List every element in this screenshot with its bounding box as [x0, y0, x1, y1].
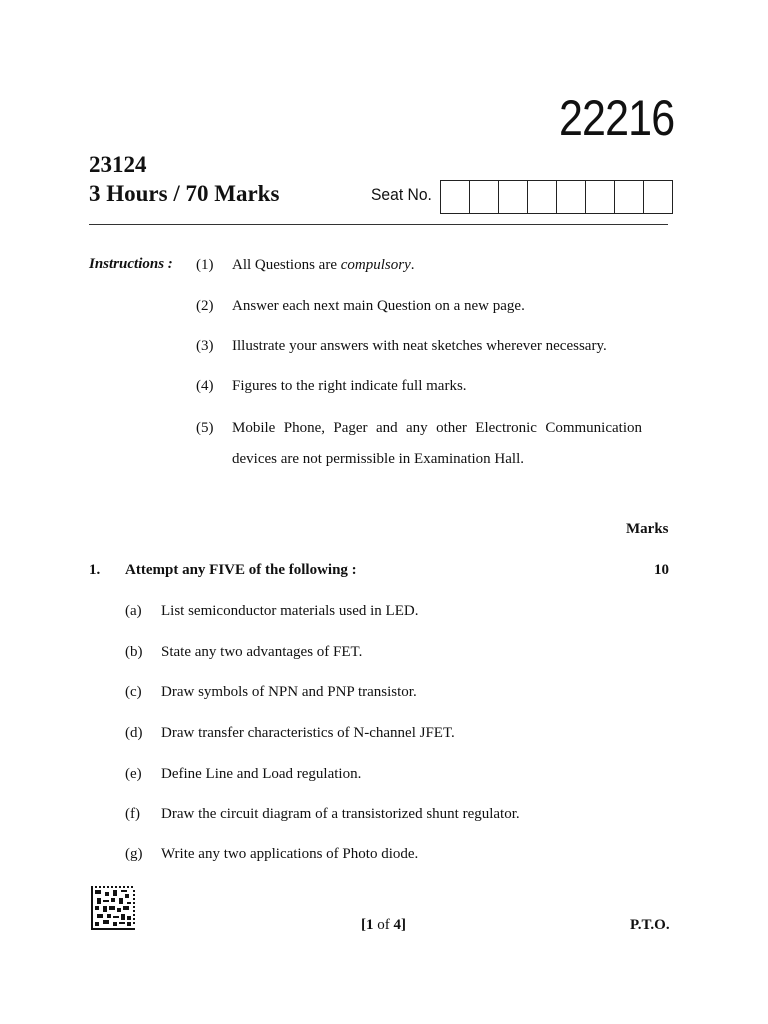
seat-box[interactable] [644, 181, 673, 213]
datamatrix-barcode-icon [91, 886, 135, 930]
page-bracket: [ [361, 917, 366, 933]
instruction-emphasis: compulsory [340, 257, 411, 273]
sub-question-label: (f) [125, 806, 140, 822]
please-turn-over: P.T.O. [630, 917, 670, 933]
sub-question-text: State any two advantages of FET. [161, 644, 363, 660]
seat-box[interactable] [470, 181, 499, 213]
subject-code: 23124 [89, 152, 147, 177]
instruction-number: (3) [196, 338, 214, 354]
seat-box[interactable] [615, 181, 644, 213]
instruction-text-continued: devices are not permissible in Examination Hall. [232, 451, 525, 467]
instruction-text-part: . [410, 257, 415, 273]
instruction-number: (1) [196, 257, 214, 273]
seat-number-boxes[interactable] [440, 180, 673, 214]
instruction-text [232, 257, 414, 274]
instructions-label: Instructions : [89, 256, 173, 272]
question-marks: 10 [654, 562, 669, 578]
sub-question-text: Draw transfer characteristics of N-channel JFET. [161, 725, 455, 741]
sub-question-text: Draw symbols of NPN and PNP transistor. [161, 684, 417, 700]
sub-question-label: (c) [125, 684, 142, 700]
seat-box[interactable] [557, 181, 586, 213]
header-divider [89, 224, 668, 225]
seat-number-label: Seat No. [371, 185, 432, 204]
seat-box[interactable] [528, 181, 557, 213]
seat-box[interactable] [499, 181, 528, 213]
page-number [361, 917, 406, 934]
instruction-text: Mobile Phone, Pager and any other Electronic Communication [232, 420, 642, 436]
marks-heading: Marks [626, 521, 669, 537]
page-bracket: ] [401, 917, 406, 933]
sub-question-label: (d) [125, 725, 143, 741]
sub-question-text: Write any two applications of Photo diode. [161, 846, 419, 862]
instruction-number: (4) [196, 378, 214, 394]
seat-box[interactable] [441, 181, 470, 213]
seat-box[interactable] [586, 181, 615, 213]
sub-question-label: (a) [125, 603, 142, 619]
page-current: 1 [366, 917, 374, 933]
page-of: of [373, 917, 394, 933]
sub-question-text: List semiconductor materials used in LED. [161, 603, 419, 619]
instruction-text: Answer each next main Question on a new page. [232, 298, 525, 314]
instruction-number: (2) [196, 298, 214, 314]
instruction-text: Illustrate your answers with neat sketches wherever necessary. [232, 338, 607, 354]
sub-question-label: (e) [125, 766, 142, 782]
question-text: Attempt any FIVE of the following : [125, 562, 357, 578]
page-total: 4 [393, 917, 401, 933]
question-number: 1. [89, 562, 101, 578]
instruction-text-part: All Questions are [232, 257, 341, 273]
sub-question-label: (b) [125, 644, 143, 660]
paper-code: 22216 [559, 90, 675, 146]
sub-question-text: Draw the circuit diagram of a transistorized shunt regulator. [161, 806, 520, 822]
sub-question-text: Define Line and Load regulation. [161, 766, 362, 782]
duration-marks: 3 Hours / 70 Marks [89, 181, 280, 206]
sub-question-label: (g) [125, 846, 143, 862]
instruction-number: (5) [196, 420, 214, 436]
instruction-text: Figures to the right indicate full marks. [232, 378, 467, 394]
